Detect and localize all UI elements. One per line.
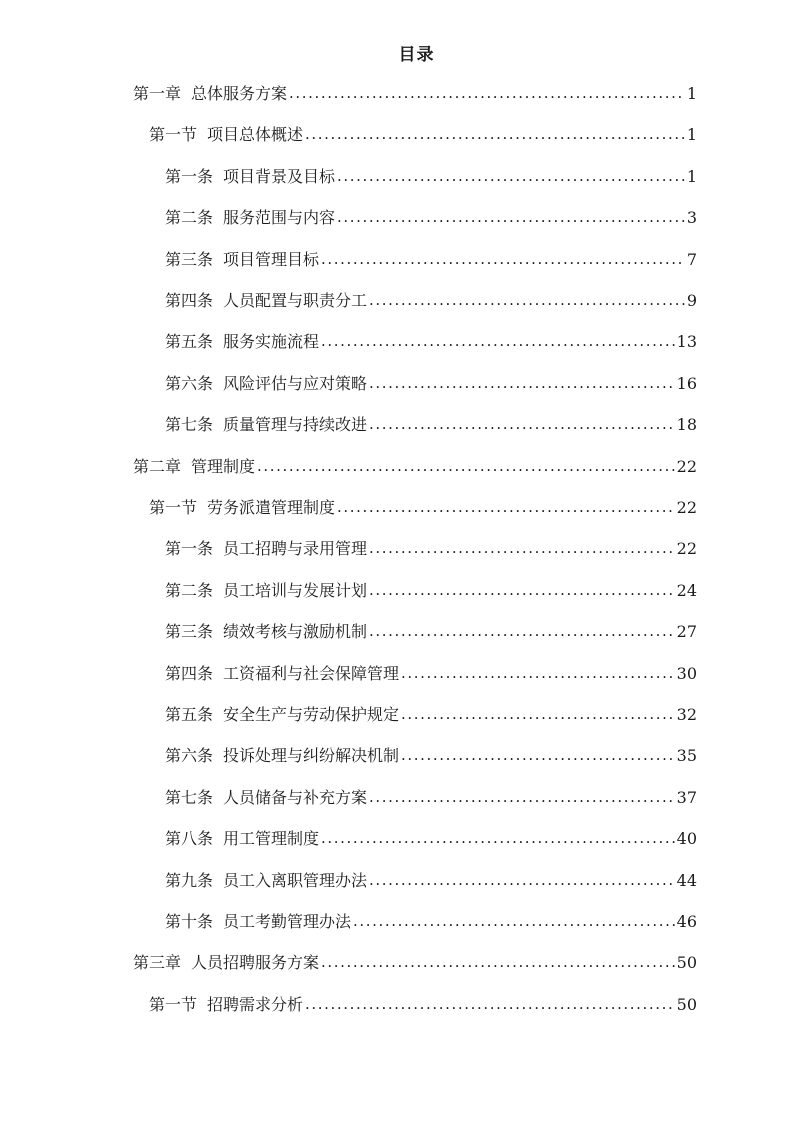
toc-entry-label [149,497,337,519]
toc-page-number: 16 [676,374,697,393]
toc-dot-leader [401,662,675,685]
toc-entry-label [165,249,321,271]
toc-entry-label [165,166,337,188]
toc-entry[interactable] [133,944,697,974]
toc-dot-leader [321,827,675,850]
toc-entry-number: 第三条 [165,622,214,641]
toc-page-number: 32 [676,705,697,724]
toc-page-number: 1 [686,167,697,186]
toc-entry-label [149,124,305,146]
toc-entry-text: 人员招聘服务方案 [191,953,320,972]
toc-entry-text: 服务实施流程 [223,332,320,351]
toc-dot-leader [401,744,675,767]
toc-dot-leader [369,289,685,312]
toc-entry-label [165,207,337,229]
toc-page-number: 24 [676,581,697,600]
toc-dot-leader [321,330,675,353]
toc-entry-number: 第九条 [165,871,214,890]
toc-entry[interactable] [165,199,697,229]
toc-page-number: 9 [686,291,697,310]
toc-dot-leader [369,372,675,395]
toc-entry-number: 第六条 [165,746,214,765]
toc-dot-leader [305,123,685,146]
toc-entry-number: 第八条 [165,829,214,848]
toc-entry-number: 第七条 [165,788,214,807]
toc-entry[interactable] [165,655,697,685]
toc-entry-label [165,745,401,767]
toc-page-number: 44 [676,871,697,890]
toc-entry[interactable] [165,737,697,767]
toc-entry-label [133,83,289,105]
toc-entry-label [165,911,353,933]
toc-entry-number: 第一节 [149,498,198,517]
toc-dot-leader [337,206,685,229]
toc-entry-number: 第一章 [133,84,182,103]
toc-entry[interactable] [165,903,697,933]
toc-dot-leader [369,579,675,602]
toc-entry-number: 第二条 [165,208,214,227]
toc-entry-text: 质量管理与持续改进 [223,415,368,434]
toc-entry-number: 第七条 [165,415,214,434]
toc-page-number: 27 [676,622,697,641]
toc-dot-leader [305,993,675,1016]
toc-page-number: 1 [686,84,697,103]
toc-entry[interactable] [165,572,697,602]
toc-entry-text: 员工培训与发展计划 [223,581,368,600]
toc-entry-label [133,456,257,478]
toc-entry-number: 第三章 [133,953,182,972]
toc-entry-label [165,787,369,809]
toc-entry[interactable] [165,323,697,353]
toc-entry-number: 第五条 [165,332,214,351]
toc-entry-text: 安全生产与劳动保护规定 [223,705,400,724]
toc-entry-label [133,952,321,974]
toc-entry-label [165,828,321,850]
toc-entry[interactable] [133,448,697,478]
toc-entry-text: 劳务派遣管理制度 [207,498,336,517]
toc-entry-text: 用工管理制度 [223,829,320,848]
toc-entry-text: 管理制度 [191,457,256,476]
toc-entry-text: 工资福利与社会保障管理 [223,664,400,683]
toc-entry-text: 投诉处理与纠纷解决机制 [223,746,400,765]
toc-page-number: 13 [676,332,697,351]
toc-dot-leader [353,910,675,933]
toc-entry[interactable] [165,779,697,809]
toc-page-number: 7 [686,250,697,269]
toc-page-number: 1 [686,125,697,144]
toc-entry[interactable] [165,241,697,271]
toc-dot-leader [401,703,675,726]
toc-page-number: 46 [676,912,697,931]
toc-entry-number: 第一节 [149,995,198,1014]
toc-entry-number: 第六条 [165,374,214,393]
toc-entry-number: 第十条 [165,912,214,931]
toc-entry-text: 风险评估与应对策略 [223,374,368,393]
toc-entry[interactable] [149,986,697,1016]
toc-entry-label [165,331,321,353]
toc-entry-text: 人员配置与职责分工 [223,291,368,310]
toc-title: 目录 [398,45,435,65]
toc-entry-label [165,414,369,436]
toc-entry-number: 第一条 [165,167,214,186]
toc-entry[interactable] [165,613,697,643]
toc-entry-text: 项目总体概述 [207,125,304,144]
toc-page-number: 30 [676,664,697,683]
toc-entry[interactable] [165,862,697,892]
toc-entry-text: 项目背景及目标 [223,167,336,186]
toc-page-number: 22 [676,498,697,517]
toc-entry-text: 员工招聘与录用管理 [223,539,368,558]
toc-page-number: 22 [676,457,697,476]
toc-entry[interactable] [165,696,697,726]
toc-entry-number: 第三条 [165,250,214,269]
toc-page-number: 37 [676,788,697,807]
toc-page-number: 3 [686,208,697,227]
toc-dot-leader [337,496,675,519]
toc-entry[interactable] [165,406,697,436]
toc-dot-leader [369,869,675,892]
toc-dot-leader [257,455,675,478]
toc-entry[interactable] [165,365,697,395]
toc-page-number: 50 [676,953,697,972]
toc-entry-label [165,580,369,602]
toc-entry-label [165,704,401,726]
toc-entry[interactable] [165,530,697,560]
toc-page-number: 40 [676,829,697,848]
toc-entry-label [165,621,369,643]
toc-page-number: 50 [676,995,697,1014]
toc-page-number: 18 [676,415,697,434]
toc-entry-label [165,870,369,892]
toc-dot-leader [337,165,685,188]
toc-entry-label [149,994,305,1016]
toc-dot-leader [369,786,675,809]
toc-entry-text: 总体服务方案 [191,84,288,103]
toc-entry[interactable] [165,282,697,312]
toc-page-number: 22 [676,539,697,558]
toc-entry-label [165,290,369,312]
toc-dot-leader [369,413,675,436]
toc-entry[interactable] [165,158,697,188]
toc-entry[interactable] [133,75,697,105]
toc-entry-number: 第一条 [165,539,214,558]
toc-dot-leader [369,537,675,560]
toc-entry-number: 第五条 [165,705,214,724]
toc-entry[interactable] [149,489,697,519]
toc-entry[interactable] [165,820,697,850]
toc-entry-text: 员工考勤管理办法 [223,912,352,931]
toc-dot-leader [289,82,685,105]
toc-entry-text: 服务范围与内容 [223,208,336,227]
toc-entry-text: 人员储备与补充方案 [223,788,368,807]
toc-dot-leader [321,951,675,974]
toc-entry-label [165,373,369,395]
toc-entry-label [165,538,369,560]
toc-entry-text: 员工入离职管理办法 [223,871,368,890]
toc-entry-number: 第一节 [149,125,198,144]
toc-entry-number: 第二条 [165,581,214,600]
toc-entry[interactable] [149,116,697,146]
toc-entry-text: 招聘需求分析 [207,995,304,1014]
toc-entry-number: 第四条 [165,664,214,683]
toc-entry-number: 第二章 [133,457,182,476]
toc-dot-leader [321,248,685,271]
toc-page-number: 35 [676,746,697,765]
toc-dot-leader [369,620,675,643]
toc-entry-number: 第四条 [165,291,214,310]
toc-entry-text: 项目管理目标 [223,250,320,269]
toc-entry-label [165,663,401,685]
toc-entry-text: 绩效考核与激励机制 [223,622,368,641]
